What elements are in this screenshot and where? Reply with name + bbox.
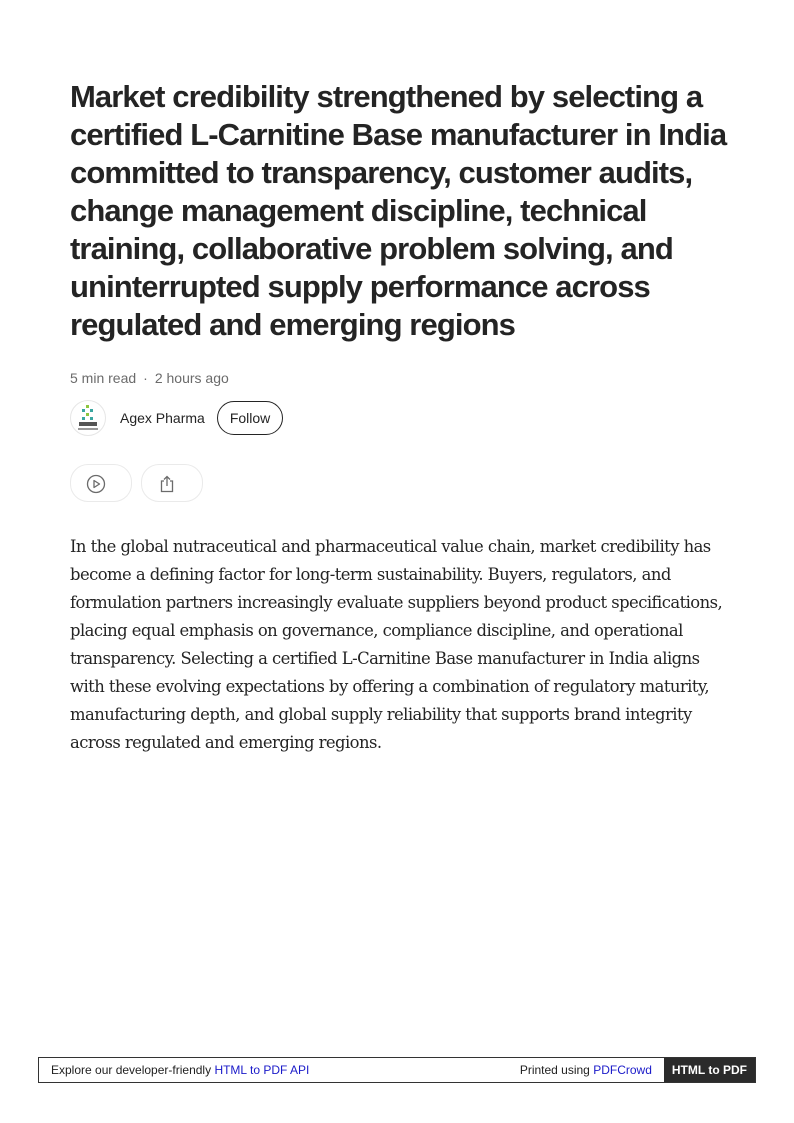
meta-separator: ·	[143, 370, 148, 386]
published-time: 2 hours ago	[154, 370, 229, 386]
author-name[interactable]: Agex Pharma	[120, 410, 205, 426]
article-body: In the global nutraceutical and pharmaceutical value chain, market credibility has become a defining factor for long-term sustainability. Buyers, regulators, and formulation partners increasingly evaluate suppliers beyond product specifications, placing equal emphasis on governance, compliance discipline, and operational transparency. Selecting a certified L-Carnitine Base manufacturer in India aligns with these evolving expectations by offering a combination of regulatory maturity, manufacturing depth, and global supply reliability that supports brand integrity across regulated and emerging regions.	[70, 537, 723, 752]
read-time: 5 min read	[70, 370, 137, 386]
html-to-pdf-api-link[interactable]: HTML to PDF API	[214, 1063, 310, 1077]
share-button[interactable]	[141, 464, 203, 502]
article-actions	[70, 464, 730, 502]
footer-explore-text: Explore our developer-friendly	[51, 1063, 212, 1077]
footer-printed-text: Printed using	[519, 1063, 590, 1077]
author-row	[70, 400, 730, 436]
follow-button[interactable]: Follow	[217, 401, 283, 435]
html-to-pdf-button[interactable]: HTML to PDF	[664, 1058, 755, 1082]
footer-explore	[39, 1058, 520, 1082]
play-circle-icon	[86, 474, 106, 494]
footer-printed	[520, 1058, 664, 1082]
agex-logo-icon	[71, 401, 105, 435]
pdfcrowd-footer	[38, 1057, 756, 1083]
article	[70, 78, 730, 757]
pdfcrowd-link[interactable]: PDFCrowd	[593, 1063, 652, 1077]
article-title: Market credibility strengthened by selecting a certified L-Carnitine Base manufacturer in India committed to transparency, customer audits, change management discipline, technical training, collaborative problem solving, and uninterrupted supply performance across regulated and emerging regions	[70, 79, 727, 342]
article-meta	[70, 368, 730, 388]
author-avatar[interactable]	[70, 400, 106, 436]
share-icon	[157, 474, 177, 494]
listen-button[interactable]	[70, 464, 132, 502]
